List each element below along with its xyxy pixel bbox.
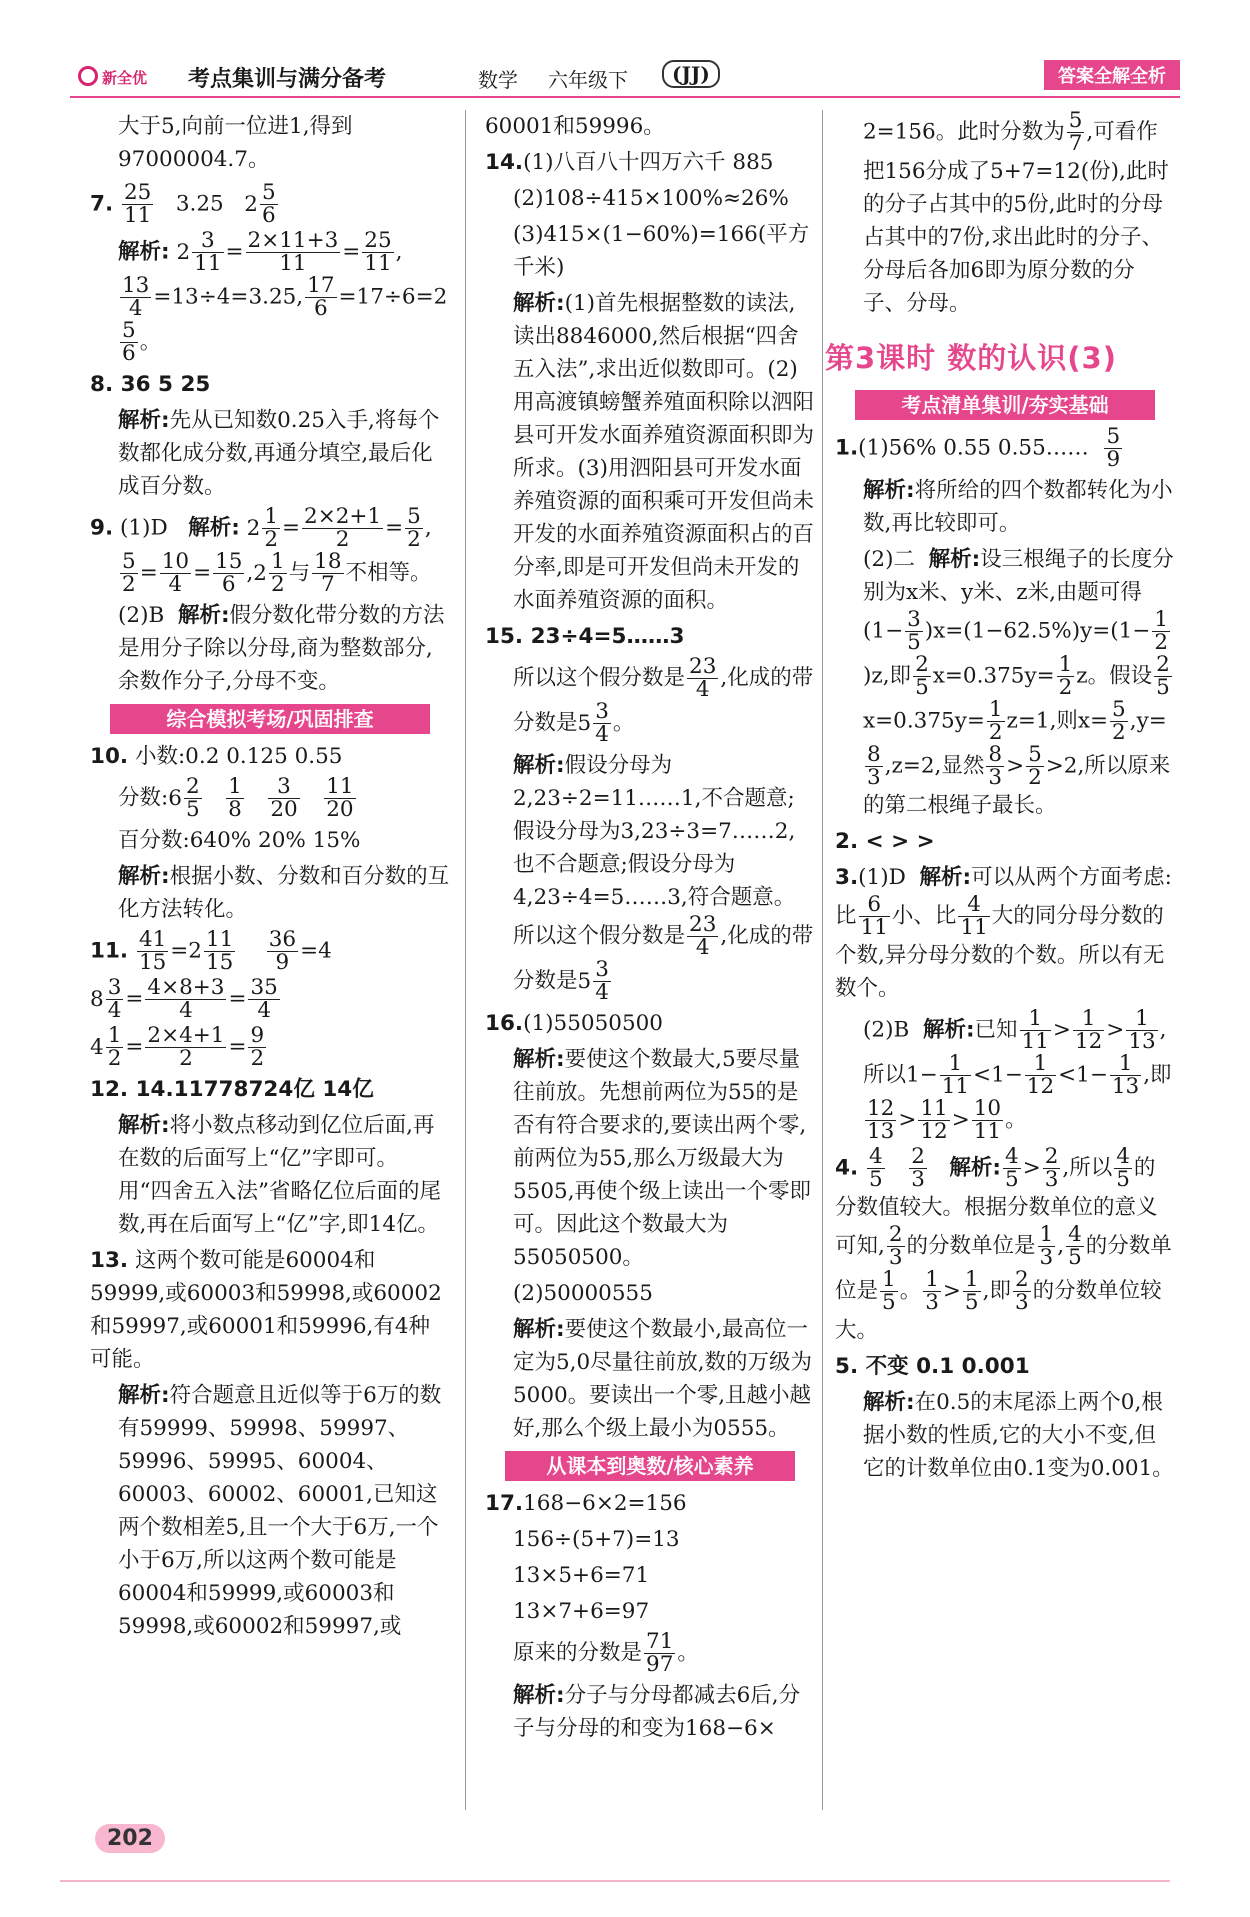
question-10: 10. 小数:0.2 0.125 0.55 xyxy=(90,744,343,769)
question-13: 13. 这两个数可能是60004和59999,或60003和59998,或60002和59997,或60001和59996,有4种可能。 xyxy=(90,1248,442,1372)
question-16: 16.(1)55050500 xyxy=(485,1011,663,1036)
question-16-part2: (2)50000555 xyxy=(513,1281,653,1306)
explanation-15: 解析:假设分母为2,23÷2=11……1,不合题意;假设分母为3,23÷3=7……2,也不合题意;假设分母为4,23÷4=5……3,符合题意。所以这个假分数是 $\frac{23}{4}$ ,化成的带分数是5 $\frac{3}{4}$ xyxy=(513,753,814,1005)
question-7 xyxy=(90,182,450,227)
answer-section-tag: 答案全解全析 xyxy=(1044,60,1180,90)
question-12: 12. 14.11778724亿 14亿 xyxy=(90,1077,374,1102)
question-10-fractions: 分数:6 $\frac{2}{5}$ $\frac{1}{8}$ $\frac{3}{20}$ $\frac{11}{20}$ xyxy=(118,774,354,822)
explanation-14: 解析:(1)首先根据整数的读法,读出8846000,然后根据“四舍五入法”,求出近似数即可。(2)用高渡镇螃蟹养殖面积除以泗阳县可开发水面养殖资源面积即为所求。(3)用泗阳县可开发水面养殖资源的面积乘可开发但尚未开发的水面养殖资源面积占的百分率,即是可开发但尚未开发的水面养殖资源的面积。 xyxy=(513,291,815,613)
question-15: 15. 23÷4=5……3 xyxy=(485,624,685,649)
explanation-13: 解析:符合题意且近似等于6万的数有59999、59998、59997、59996、59995、60004、60003、60002、60001,已知这两个数相差5,且一个大于6万,一个小于6万,所以这两个数可能是60004和59999,或60003和59998,或60002和59997,或 xyxy=(118,1383,442,1639)
question-17: 17.168−6×2=156 xyxy=(485,1491,687,1516)
continued-text: 大于5,向前一位进1,得到97000004.7。 xyxy=(118,114,353,172)
section-banner: 从课本到奥数/核心素养 xyxy=(505,1451,795,1481)
explanation-label: 解析: xyxy=(118,239,170,265)
question-17-answer: 原来的分数是 $\frac{71}{97}$ 。 xyxy=(513,1629,699,1677)
question-1: 1.(1)56% 0.55 0.55…… $\frac{5}{9}$ xyxy=(835,424,1121,472)
question-3-part2: (2)B 解析:已知 $\frac{1}{11}$ > $\frac{1}{12}$ > $\frac{1}{13}$ ,所以1− $\frac{1}{11}$ <1− $\frac{1}{12}$ <1− $\frac{1}{13}$ ,即 $\frac{12}{13}$ > $\frac{11}{12}$ > $\frac{10}{11}$ 。 xyxy=(863,1006,1172,1144)
question-2: 2. < > > xyxy=(835,829,935,854)
question-3: 3.(1)D 解析:可以从两个方面考虑:比 $\frac{6}{11}$ 小、比 $\frac{4}{11}$ 大的同分母分数的个数,异分母分数的个数。所以有无数个。 xyxy=(835,865,1172,1001)
explanation-5: 解析:在0.5的末尾添上两个0,根据小数的性质,它的大小不变,但它的计数单位由0.1变为0.001。 xyxy=(863,1390,1174,1481)
section-banner: 考点清单集训/夯实基础 xyxy=(855,390,1155,420)
question-15-answer: 所以这个假分数是 $\frac{23}{4}$ ,化成的带分数是5 $\frac{3}{4}$ 。 xyxy=(513,654,814,747)
lesson-title: 第3课时 数的认识(3) xyxy=(825,341,1117,375)
explanation-8: 解析:先从已知数0.25入手,将每个数都化成分数,再通分填空,最后化成百分数。 xyxy=(118,408,440,499)
subject-label: 数学 xyxy=(478,68,518,92)
brand-logo xyxy=(78,66,147,88)
page-number-text: 202 xyxy=(95,1824,165,1853)
mixed-number: 2 $\frac{5}{6}$ xyxy=(244,180,276,228)
page-number xyxy=(95,1824,165,1853)
question-1-part2: (2)二 解析:设三根绳子的长度分别为x米、y米、z米,由题可得(1− $\frac{3}{5}$ )x=(1−62.5%)y=(1− $\frac{1}{2}$ )z,即 $\frac{2}{5}$ x=0.375y= $\frac{1}{2}$ z。假设 $\frac{2}{5}$ x=0.375y= $\frac{1}{2}$ z=1,则x= $\frac{5}{2}$ ,y= $\frac{8}{3}$ ,z=2,显然 $\frac{8}{3}$ > $\frac{5}{2}$ >2,所以原来的第二根绳子最长。 xyxy=(863,547,1174,818)
continued-text: 60001和59996。 xyxy=(485,114,665,139)
question-14-part3: (3)415×(1−60%)=166(平方千米) xyxy=(513,222,810,280)
question-11: 11. $\frac{41}{15}$ =2 $\frac{11}{15}$ $\frac{36}{9}$ =4 xyxy=(90,927,332,975)
explanation-16-2: 解析:要使这个数最小,最高位一定为5,0尽量往前放,数的万级为5000。要读出一个零,且越小越好,那么个级上最小为0555。 xyxy=(513,1317,813,1441)
column-divider xyxy=(465,110,466,1810)
question-17-line3: 13×5+6=71 xyxy=(513,1563,650,1588)
question-11-line2: 8 $\frac{3}{4}$ = $\frac{4\times 8+3}{4}$ = $\frac{35}{4}$ xyxy=(90,975,278,1023)
explanation-12: 解析:将小数点移动到亿位后面,再在数的后面写上“亿”字即可。用“四舍五入法”省略亿位后面的尾数,再在后面写上“亿”字,即14亿。 xyxy=(118,1113,441,1237)
question-10-percent: 百分数:640% 20% 15% xyxy=(118,828,361,853)
explanation-17: 解析:分子与分母都减去6后,分子与分母的和变为168−6× xyxy=(513,1683,801,1741)
fraction: $\frac{25}{11}$ xyxy=(123,180,152,228)
question-9: 9. (1)D 解析: 2 $\frac{1}{2}$ = $\frac{2\times 2+1}{2}$ = $\frac{5}{2}$ , $\frac{5}{2}$ = $\frac{10}{4}$ = $\frac{15}{6}$ ,2 $\frac{1}{2}$ 与 $\frac{18}{7}$ 不相等。 xyxy=(90,504,432,597)
column-right xyxy=(825,108,1175,1488)
question-number: 7. xyxy=(90,191,114,217)
page-header xyxy=(70,60,1180,98)
explanation-10: 解析:根据小数、分数和百分数的互化方法转化。 xyxy=(118,864,450,922)
column-divider xyxy=(822,110,823,1810)
explanation-1: 解析:将所给的四个数都转化为小数,再比较即可。 xyxy=(863,478,1173,536)
edition-badge: (JJ) xyxy=(662,60,720,88)
logo-text: 新全优 xyxy=(102,69,148,87)
question-8: 8. 36 5 25 xyxy=(90,372,211,397)
question-17-line4: 13×7+6=97 xyxy=(513,1599,650,1624)
explanation-16-1: 解析:要使这个数最大,5要尽量往前放。先想前两位为55的是否有符合要求的,要读出两个零,前两位为55,那么万级最大为5505,再使个级上读出一个零即可。因此这个数最大为55050500。 xyxy=(513,1047,812,1270)
question-4: 4. $\frac{4}{5}$ $\frac{2}{3}$ 解析: $\frac{4}{5}$ > $\frac{2}{3}$ ,所以 $\frac{4}{5}$ 的分数值较大。根据分数单位的意义可知, $\frac{2}{3}$ 的分数单位是 $\frac{1}{3}$ , $\frac{4}{5}$ 的分数单位是 $\frac{1}{5}$ 。 $\frac{1}{3}$ > $\frac{1}{5}$ ,即 $\frac{2}{3}$ 的分数单位较大。 xyxy=(835,1144,1172,1343)
column-middle xyxy=(485,110,815,1748)
continued-text: 2=156。此时分数为 $\frac{5}{7}$ ,可看作把156分成了5+7=12(份),此时的分子占其中的5份,此时的分母占其中的7份,求出此时的分子、分母后各加6即为原分数的分子、分母。 xyxy=(863,108,1169,316)
column-left xyxy=(90,110,450,1646)
series-title: 考点集训与满分备考 xyxy=(188,67,387,92)
grade-label: 六年级下 xyxy=(548,68,628,92)
section-banner: 综合模拟考场/巩固排查 xyxy=(110,704,430,734)
logo-ring-icon xyxy=(78,66,98,86)
footer-rule xyxy=(60,1880,1170,1882)
question-14: 14.(1)八百八十四万六千 885 xyxy=(485,150,774,175)
question-11-line3: 4 $\frac{1}{2}$ = $\frac{2\times 4+1}{2}$ = $\frac{9}{2}$ xyxy=(90,1023,265,1071)
question-14-part2: (2)108÷415×100%≈26% xyxy=(513,186,789,211)
question-5: 5. 不变 0.1 0.001 xyxy=(835,1354,1030,1379)
explanation-7: 解析: 2 $\frac{3}{11}$ = $\frac{2\times 11+3}{11}$ = $\frac{25}{11}$ , $\frac{13}{4}$ =13÷4=3.25, $\frac{17}{6}$ =17÷6=2 $\frac{5}{6}$ 。 xyxy=(118,228,448,366)
answer-value: 3.25 xyxy=(175,191,224,217)
question-17-line2: 156÷(5+7)=13 xyxy=(513,1527,680,1552)
question-9-part2: (2)B 解析:假分数化带分数的方法是用分子除以分母,商为整数部分,余数作分子,分母不变。 xyxy=(118,603,445,694)
